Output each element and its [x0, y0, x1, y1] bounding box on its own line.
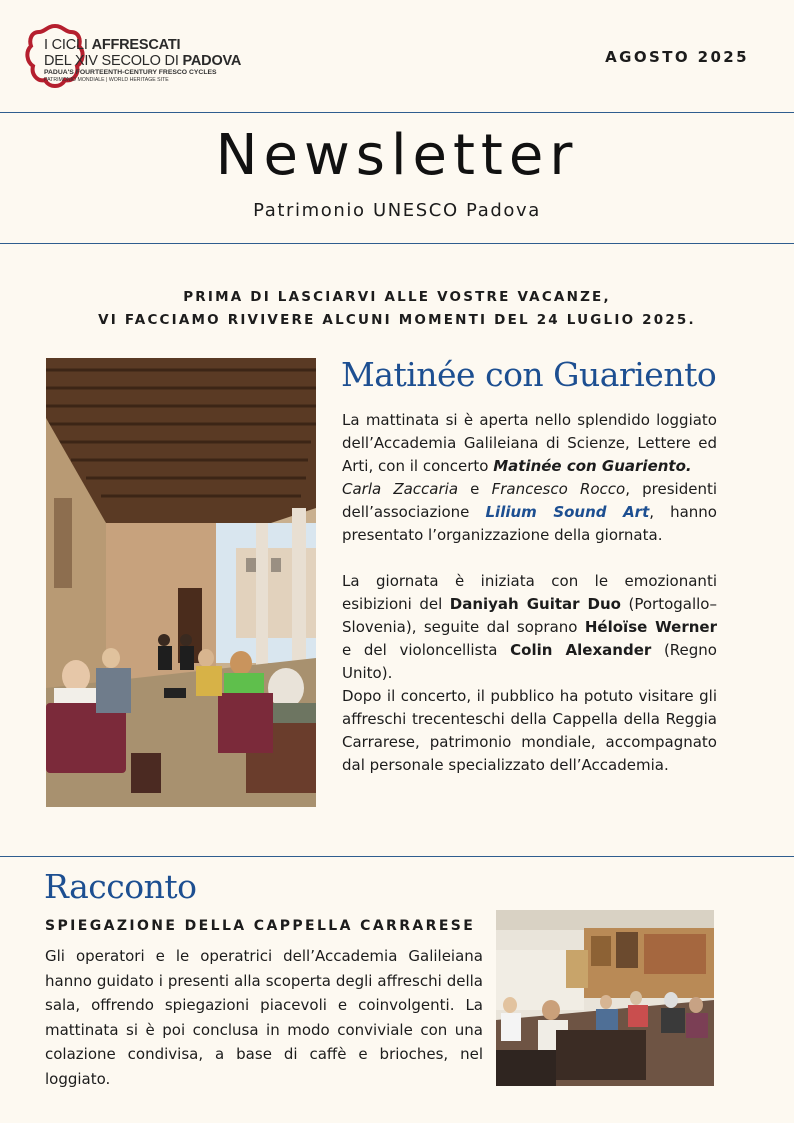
- divider-section2: [0, 856, 794, 857]
- concert-title: Matinée con Guariento.: [493, 457, 692, 475]
- newsletter-subtitle: Patrimonio UNESCO Padova: [253, 200, 541, 221]
- lilium-sound-art-link[interactable]: Lilium Sound Art: [485, 503, 650, 521]
- logo-tagline: PADUA'S FOURTEENTH-CENTURY FRESCO CYCLES: [44, 69, 217, 76]
- loggia-photo-illustration: [46, 358, 316, 807]
- p3-mid2: e del violoncellista: [342, 641, 511, 659]
- section1-paragraph-3: [342, 570, 717, 685]
- p1-text: La mattinata si è aperta nello splendido loggiato dell’Accademia Galileiana di Scienze, Lettere ed Arti, con il concerto: [342, 411, 717, 475]
- section2-body: Gli operatori e le operatrici dell’Accademia Galileiana hanno guidato i presenti alla scoperta degli affreschi della sala, offrendo spiegazioni piacevoli e coinvolgenti. La mattinata si è poi conclusa in modo conviviale con una colazione condivisa, a base di caffè e brioches, nel loggiato.: [45, 947, 483, 1088]
- intro-text: [0, 286, 794, 332]
- logo-line1-regular: I CICLI: [44, 37, 92, 53]
- guitar-duo-name: Daniyah Guitar Duo: [449, 595, 621, 613]
- section1-paragraph-2: [342, 478, 717, 547]
- logo-line2-regular: DEL XIV SECOLO DI: [44, 52, 183, 69]
- p2-and: e: [458, 480, 492, 498]
- section1-paragraph-1: [342, 409, 717, 478]
- loggia-concert-photo: [46, 358, 316, 807]
- paragraph-gap: [342, 547, 717, 570]
- divider-top: [0, 112, 794, 113]
- newsletter-title: Newsletter: [215, 123, 579, 188]
- section2-heading: Racconto: [44, 867, 197, 906]
- divider-masthead: [0, 243, 794, 244]
- chapel-explanation-photo: [496, 910, 714, 1086]
- p3-mid: (Portogallo–Slovenia), seguite dal soprano: [342, 595, 717, 636]
- name-francesco-rocco: Francesco Rocco: [491, 480, 626, 498]
- section2-subheading: SPIEGAZIONE DELLA CAPPELLA CARRARESE: [45, 918, 476, 934]
- logo-heritage: PATRIMONIO MONDIALE | WORLD HERITAGE SITE: [44, 76, 169, 83]
- cellist-name: Colin Alexander: [510, 641, 652, 659]
- p3-end: (Regno Unito).: [342, 641, 717, 682]
- chapel-photo-illustration: [496, 910, 714, 1086]
- logo-line2-bold: PADOVA: [182, 52, 242, 69]
- section1-heading: Matinée con Guariento: [341, 355, 717, 394]
- p2-mid: , presidenti dell’associazione: [342, 480, 718, 521]
- p3-start: La giornata è iniziata con le emozionanti esibizioni del: [342, 572, 717, 613]
- section1-body: [342, 409, 717, 777]
- soprano-name: Héloïse Werner: [584, 618, 717, 636]
- p2-end: , hanno presentato l’organizzazione della giornata.: [342, 503, 717, 544]
- issue-date: AGOSTO 2025: [605, 48, 749, 66]
- logo-line1-bold: AFFRESCATI: [91, 37, 181, 53]
- name-carla-zaccaria: Carla Zaccaria: [342, 480, 459, 498]
- intro-line-2: VI FACCIAMO RIVIVERE ALCUNI MOMENTI DEL 24 LUGLIO 2025.: [98, 312, 696, 328]
- section1-paragraph-4: Dopo il concerto, il pubblico ha potuto visitare gli affreschi trecenteschi della Cappella della Reggia Carrarese, patrimonio mondiale, accompagnato dal personale specializzato dell’Accademia.: [342, 687, 717, 774]
- logo-text: [44, 38, 241, 83]
- intro-line-1: PRIMA DI LASCIARVI ALLE VOSTRE VACANZE,: [183, 289, 611, 305]
